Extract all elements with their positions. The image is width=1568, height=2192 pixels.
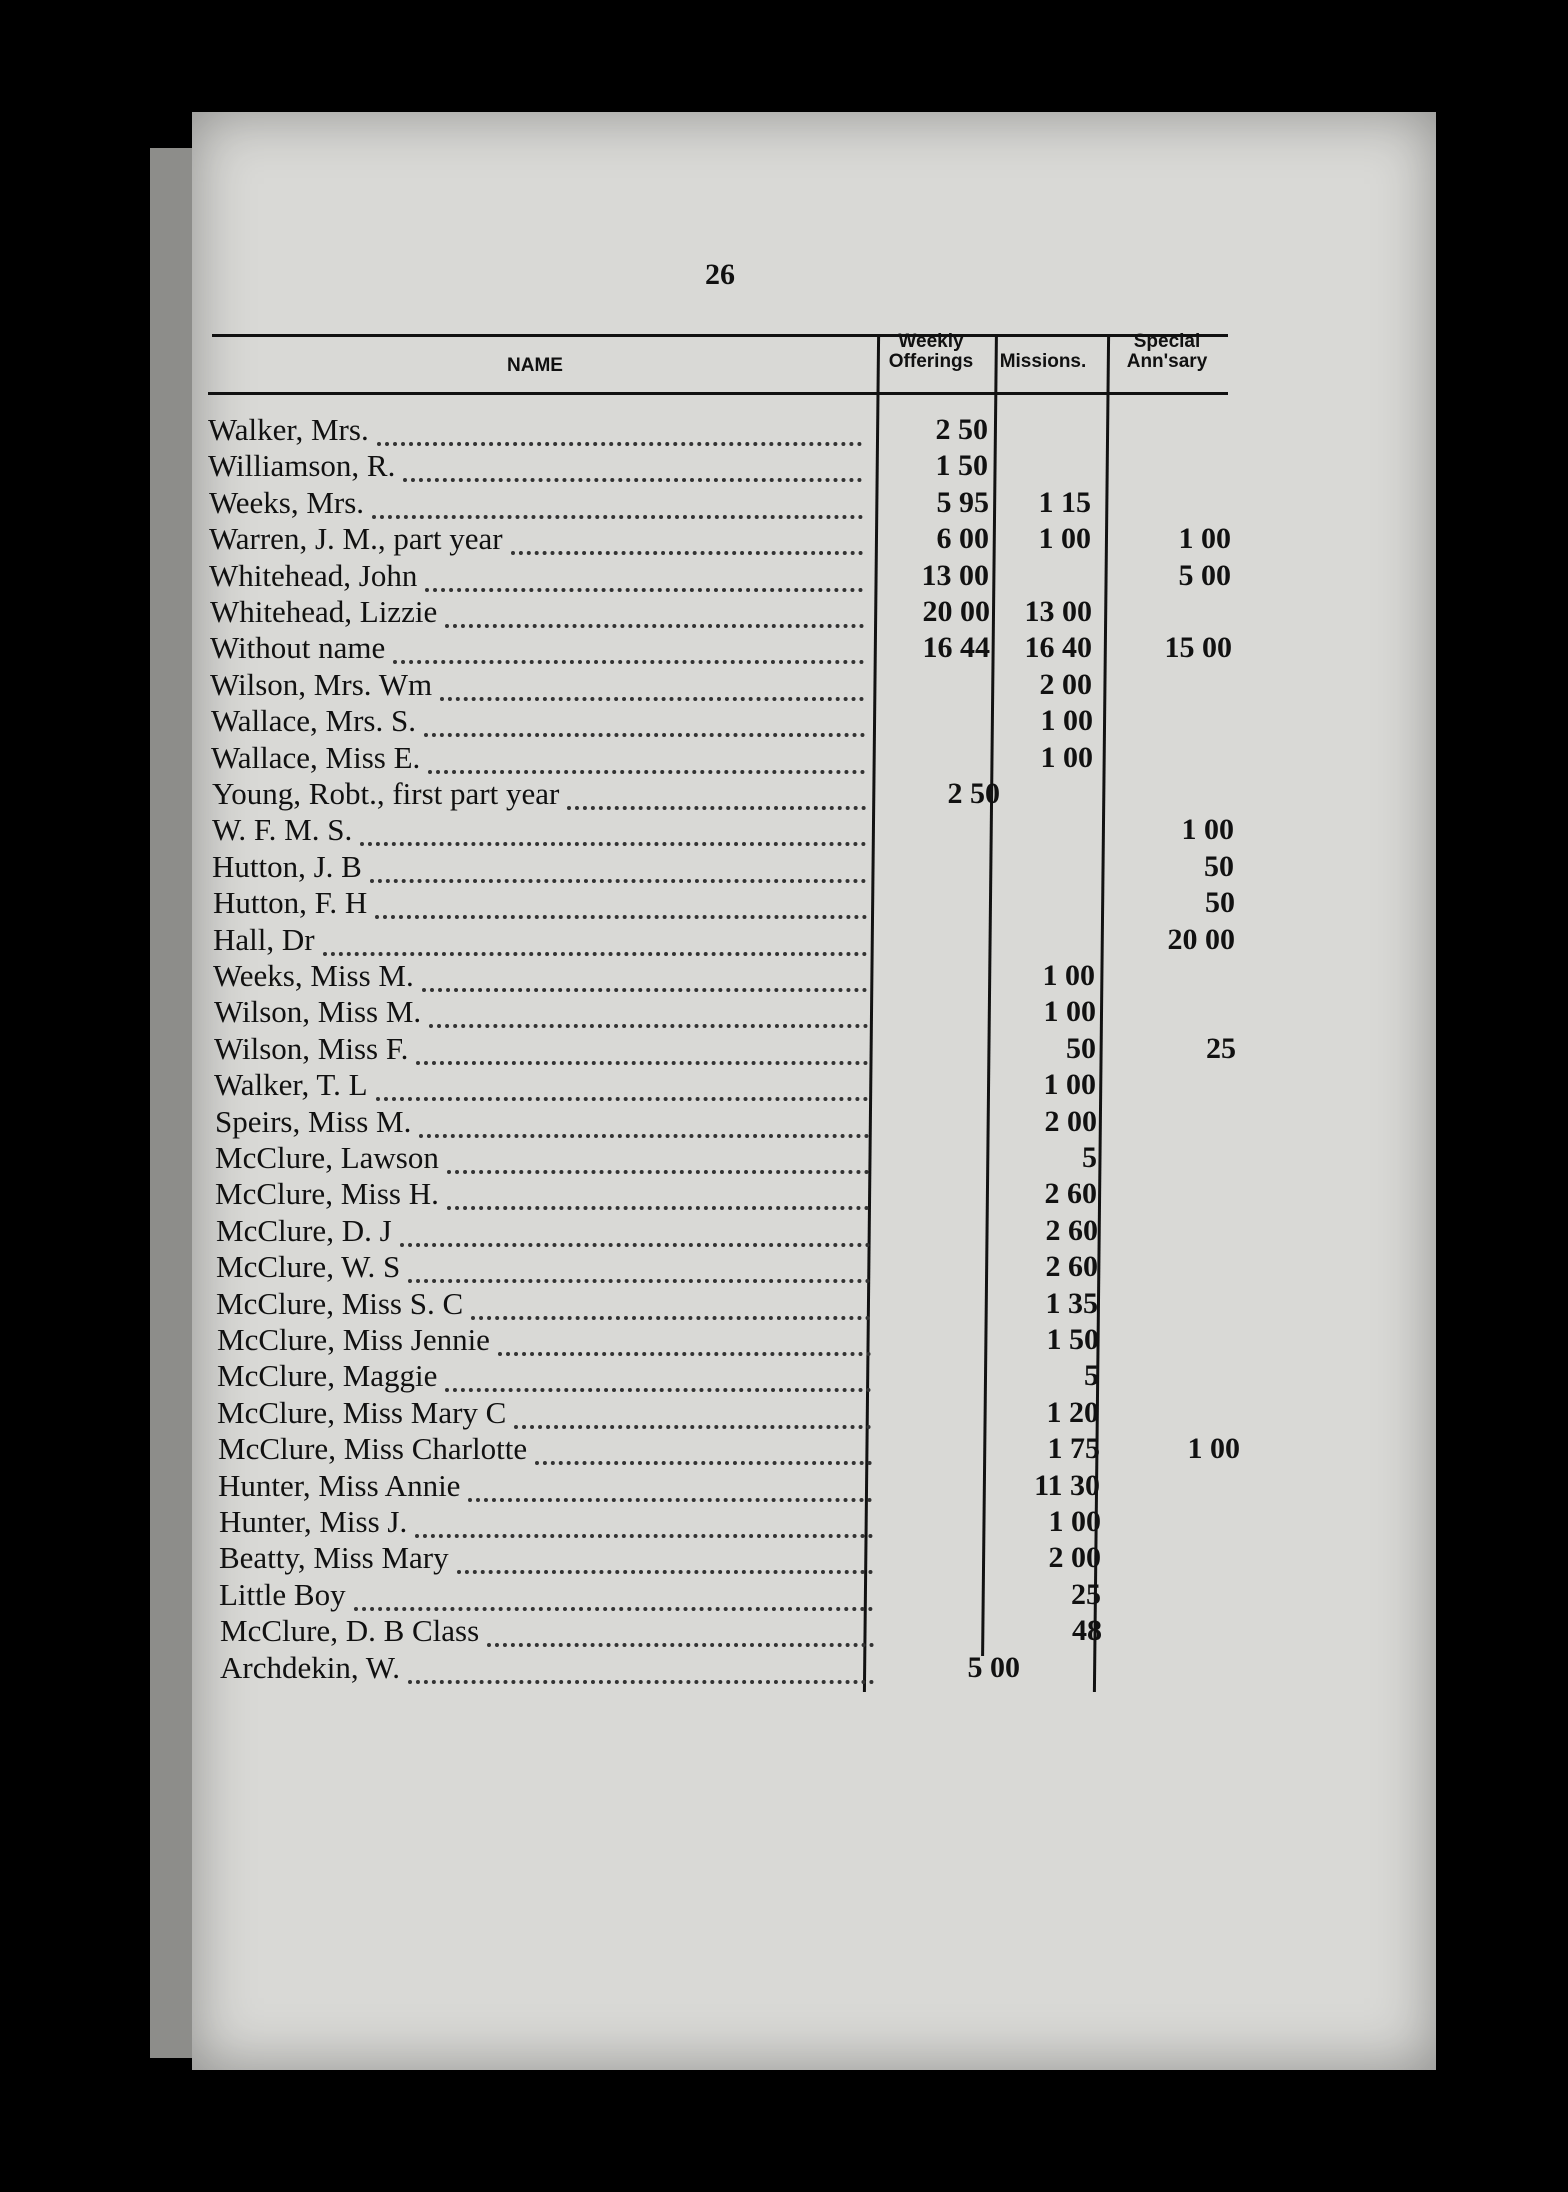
leader-dots — [428, 767, 865, 774]
ledger-row — [0, 740, 1568, 776]
entry-name: Wilson, Miss M. — [214, 994, 422, 1030]
leader-dots — [440, 694, 864, 701]
leader-dots — [377, 439, 862, 446]
ledger-row — [0, 1431, 1568, 1467]
ledger-row — [0, 1395, 1568, 1431]
entry-name: Walker, T. L — [214, 1067, 368, 1103]
entry-name: Hutton, F. H — [213, 885, 368, 921]
amount-missions: 1 75 — [1047, 1432, 1100, 1466]
ledger-row — [0, 703, 1568, 739]
amount-weekly: 2 50 — [935, 413, 988, 446]
leader-dots — [457, 1567, 873, 1574]
leader-dots — [376, 1094, 868, 1101]
leader-dots — [498, 1349, 871, 1356]
entry-name: McClure, Miss S. C — [216, 1285, 464, 1321]
leader-dots — [514, 1422, 871, 1429]
header-special-anniversary — [1112, 332, 1222, 372]
amount-missions: 5 — [1084, 1359, 1099, 1393]
amount-missions: 1 20 — [1046, 1395, 1099, 1429]
entry-name: W. F. M. S. — [212, 812, 353, 848]
amount-special: 15 00 — [1164, 631, 1232, 665]
amount-missions: 2 60 — [1044, 1177, 1097, 1211]
header-missions: Missions. — [999, 351, 1087, 372]
ledger-row — [0, 1504, 1568, 1540]
ledger-row — [0, 485, 1568, 521]
amount-weekly: 16 44 — [922, 631, 990, 665]
ledger-row — [0, 1213, 1568, 1249]
leader-dots — [416, 1058, 868, 1065]
ledger-row — [0, 885, 1568, 921]
amount-missions: 5 — [1082, 1141, 1097, 1174]
entry-name: Weeks, Mrs. — [209, 484, 365, 520]
ledger-row — [0, 1249, 1568, 1285]
entry-name: Hutton, J. B — [212, 848, 362, 884]
ledger-row — [0, 776, 1568, 812]
leader-dots — [372, 512, 863, 519]
ledger-row — [0, 521, 1568, 557]
amount-missions: 1 00 — [1042, 959, 1095, 992]
leader-dots — [447, 1203, 869, 1210]
amount-weekly: 13 00 — [921, 558, 989, 592]
amount-missions: 1 00 — [1038, 522, 1091, 556]
amount-weekly: 2 50 — [947, 777, 1000, 810]
entry-name: Weeks, Miss M. — [213, 958, 414, 993]
amount-missions: 16 40 — [1024, 631, 1092, 665]
header-weekly-line2: Offerings — [888, 351, 974, 372]
ledger-row — [0, 1322, 1568, 1358]
header-bottom-rule — [208, 392, 1228, 395]
amount-missions: 1 00 — [1043, 1068, 1096, 1102]
header-weekly-offerings — [872, 332, 990, 372]
ledger-row — [0, 1613, 1568, 1649]
ledger-row — [0, 1140, 1568, 1176]
ledger-row — [0, 448, 1568, 484]
amount-special: 25 — [1206, 1031, 1236, 1065]
leader-dots — [400, 1240, 870, 1247]
header-top-rule — [212, 334, 1228, 337]
leader-dots — [393, 657, 864, 664]
leader-dots — [468, 1495, 872, 1502]
entry-name: Whitehead, Lizzie — [210, 594, 438, 629]
amount-missions: 25 — [1071, 1577, 1101, 1611]
amount-missions: 1 00 — [1040, 740, 1093, 774]
leader-dots — [471, 1313, 870, 1320]
header-weekly-line1: Weekly — [898, 331, 964, 352]
entry-name: Williamson, R. — [208, 448, 396, 484]
amount-missions: 2 60 — [1045, 1213, 1098, 1247]
leader-dots — [370, 876, 866, 883]
entry-name: McClure, Lawson — [215, 1140, 439, 1175]
leader-dots — [535, 1458, 872, 1465]
entry-name: Wilson, Miss F. — [214, 1030, 409, 1066]
amount-missions: 2 00 — [1048, 1541, 1101, 1575]
amount-missions: 1 00 — [1040, 704, 1093, 738]
ledger-row — [0, 1650, 1568, 1686]
amount-missions: 2 00 — [1044, 1104, 1097, 1138]
ledger-row — [0, 1358, 1568, 1394]
entry-name: Walker, Mrs. — [208, 412, 369, 447]
leader-dots — [424, 730, 865, 737]
entry-name: McClure, Miss Mary C — [217, 1394, 507, 1430]
leader-dots — [323, 949, 867, 956]
header-special-line2: Ann'sary — [1126, 351, 1208, 372]
leader-dots — [445, 1385, 871, 1392]
amount-special: 50 — [1205, 886, 1235, 920]
entry-name: McClure, W. S — [216, 1249, 401, 1285]
amount-weekly: 6 00 — [936, 522, 989, 556]
ledger-row — [0, 1577, 1568, 1613]
amount-special: 1 00 — [1178, 522, 1231, 556]
ledger-row — [0, 1031, 1568, 1067]
amount-special: 5 00 — [1178, 558, 1231, 592]
amount-missions: 1 50 — [1046, 1323, 1099, 1356]
leader-dots — [415, 1531, 873, 1538]
amount-missions: 2 00 — [1039, 667, 1092, 701]
ledger-row — [0, 1540, 1568, 1576]
leader-dots — [511, 548, 863, 555]
ledger-row — [0, 958, 1568, 994]
entry-name: Wilson, Mrs. Wm — [210, 666, 433, 702]
entry-name: Young, Robt., first part year — [212, 776, 560, 811]
entry-name: McClure, Maggie — [217, 1358, 438, 1394]
ledger-row — [0, 1067, 1568, 1103]
leader-dots — [375, 912, 867, 919]
entry-name: Without name — [210, 630, 386, 666]
leader-dots — [447, 1167, 869, 1174]
leader-dots — [408, 1276, 870, 1283]
leader-dots — [445, 621, 864, 628]
amount-missions: 11 30 — [1034, 1468, 1100, 1502]
ledger-row — [0, 558, 1568, 594]
leader-dots — [403, 475, 862, 482]
amount-missions: 48 — [1072, 1614, 1102, 1648]
ledger-row — [0, 849, 1568, 885]
entry-name: Hunter, Miss J. — [219, 1504, 408, 1539]
entry-name: Archdekin, W. — [220, 1649, 400, 1685]
ledger-row — [0, 667, 1568, 703]
ledger-row — [0, 1286, 1568, 1322]
leader-dots — [425, 585, 863, 592]
leader-dots — [429, 1021, 868, 1028]
page-number: 26 — [705, 258, 735, 291]
ledger-row — [0, 1176, 1568, 1212]
leader-dots — [422, 985, 867, 992]
entry-name: Little Boy — [219, 1576, 346, 1612]
amount-special: 20 00 — [1167, 922, 1235, 956]
ledger-row — [0, 1104, 1568, 1140]
ledger-row — [0, 1468, 1568, 1504]
header-special-line1: Special — [1133, 331, 1201, 352]
ledger-row — [0, 594, 1568, 630]
leader-dots — [360, 839, 866, 846]
amount-missions: 1 35 — [1045, 1286, 1098, 1320]
leader-dots — [408, 1677, 874, 1684]
amount-missions: 1 00 — [1043, 995, 1096, 1029]
entry-name: McClure, D. B Class — [220, 1613, 480, 1649]
amount-special: 1 00 — [1181, 813, 1234, 847]
ledger-row — [0, 994, 1568, 1030]
ledger-row — [0, 922, 1568, 958]
header-name: NAME — [507, 355, 563, 376]
entry-name: McClure, Miss H. — [215, 1176, 439, 1212]
amount-weekly: 5 95 — [936, 485, 989, 519]
amount-missions: 2 60 — [1045, 1250, 1098, 1284]
amount-missions: 1 15 — [1038, 485, 1091, 519]
amount-weekly: 1 50 — [935, 449, 988, 483]
entry-name: Wallace, Miss E. — [211, 739, 421, 775]
entry-name: Hunter, Miss Annie — [218, 1467, 461, 1503]
amount-missions: 1 00 — [1048, 1505, 1101, 1538]
entry-name: Hall, Dr — [213, 921, 315, 957]
leader-dots — [487, 1640, 874, 1647]
amount-missions: 50 — [1066, 1031, 1096, 1065]
ledger-row — [0, 630, 1568, 666]
entry-name: Speirs, Miss M. — [215, 1103, 412, 1139]
amount-special: 1 00 — [1187, 1432, 1240, 1466]
amount-weekly: 5 00 — [967, 1650, 1020, 1684]
amount-weekly: 20 00 — [922, 595, 990, 628]
entry-name: Wallace, Mrs. S. — [211, 703, 416, 739]
entry-name: Whitehead, John — [209, 557, 418, 593]
leader-dots — [354, 1604, 873, 1611]
entry-name: Warren, J. M., part year — [209, 521, 503, 557]
leader-dots — [419, 1131, 869, 1138]
amount-missions: 13 00 — [1024, 595, 1092, 628]
amount-special: 50 — [1204, 849, 1234, 883]
entry-name: McClure, D. J — [216, 1212, 392, 1248]
ledger-row — [0, 812, 1568, 848]
entry-name: McClure, Miss Jennie — [217, 1322, 490, 1357]
entry-name: McClure, Miss Charlotte — [218, 1431, 528, 1467]
entry-name: Beatty, Miss Mary — [219, 1540, 449, 1576]
ledger-row — [0, 412, 1568, 448]
leader-dots — [567, 803, 866, 810]
